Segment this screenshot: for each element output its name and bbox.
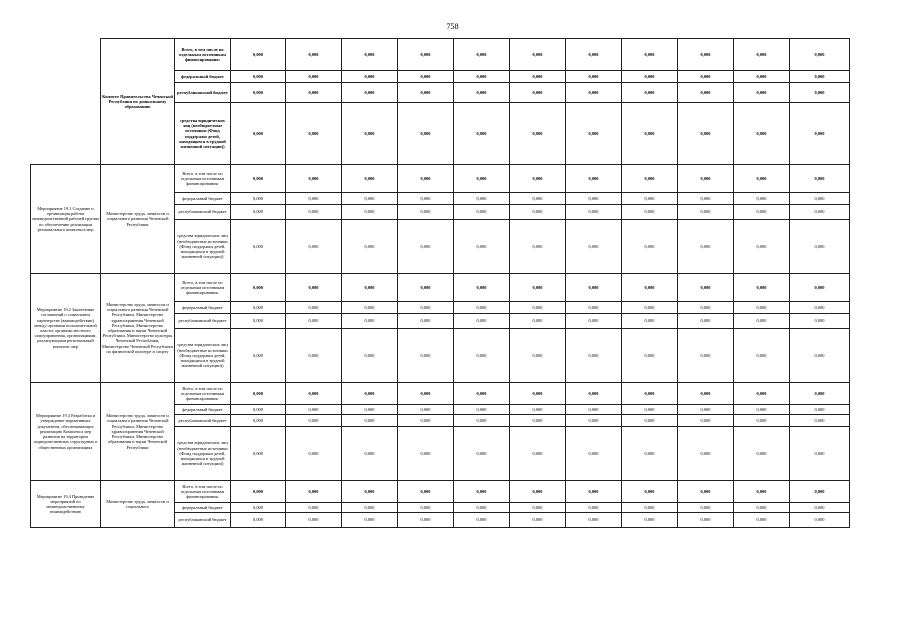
amount-cell: 0,000 xyxy=(286,513,342,528)
amount-cell: 0,000 xyxy=(454,274,510,302)
executor-cell: Министерство труда, занятости и социального развития Чеченской Республики, Министерство здравоохранения Чеченской Республики, Министерство образования и науки Чеченской Республики, Министерство культуры Чеченской Республики, Министерство Чеченской Республики по физической культуре и спорту xyxy=(101,274,175,383)
amount-cell: 0,000 xyxy=(790,503,850,513)
amount-cell: 0,000 xyxy=(566,220,622,274)
amount-cell: 0,000 xyxy=(790,481,850,503)
amount-cell: 0,000 xyxy=(342,513,398,528)
funding-source-cell: Всего, в том числе по отдельным источникам финансирования: xyxy=(175,481,231,503)
amount-cell: 0,000 xyxy=(734,39,790,71)
amount-cell: 0,000 xyxy=(286,103,342,165)
amount-cell: 0,000 xyxy=(286,405,342,415)
amount-cell: 0,000 xyxy=(398,405,454,415)
amount-cell: 0,000 xyxy=(454,513,510,528)
amount-cell: 0,000 xyxy=(510,405,566,415)
amount-cell: 0,000 xyxy=(734,503,790,513)
amount-cell: 0,000 xyxy=(790,193,850,205)
amount-cell: 0,000 xyxy=(342,405,398,415)
activity-cell xyxy=(31,39,101,165)
amount-cell: 0,000 xyxy=(678,383,734,405)
amount-cell: 0,000 xyxy=(790,383,850,405)
amount-cell: 0,000 xyxy=(678,274,734,302)
amount-cell: 0,000 xyxy=(790,220,850,274)
amount-cell: 0,000 xyxy=(454,302,510,314)
amount-cell: 0,000 xyxy=(342,481,398,503)
amount-cell: 0,000 xyxy=(342,39,398,71)
amount-cell: 0,000 xyxy=(286,39,342,71)
amount-cell: 0,000 xyxy=(622,205,678,220)
amount-cell: 0,000 xyxy=(286,503,342,513)
amount-cell: 0,000 xyxy=(454,503,510,513)
funding-source-cell: республиканский бюджет xyxy=(175,513,231,528)
amount-cell: 0,000 xyxy=(286,274,342,302)
funding-source-cell: федеральный бюджет xyxy=(175,302,231,314)
activity-cell: Мероприятие 19.3 Разработка и утверждение нормативных документов, обеспечивающих реализацию Комплекса мер развития на территории подведомственных структурных и общественных организациях xyxy=(31,383,101,481)
executor-cell: Министерство труда, занятости и социального xyxy=(101,481,175,528)
amount-cell: 0,000 xyxy=(790,314,850,329)
amount-cell: 0,000 xyxy=(734,83,790,103)
amount-cell: 0,000 xyxy=(398,513,454,528)
amount-cell: 0,000 xyxy=(398,193,454,205)
amount-cell: 0,000 xyxy=(342,302,398,314)
amount-cell: 0,000 xyxy=(622,220,678,274)
amount-cell: 0,000 xyxy=(398,39,454,71)
amount-cell: 0,000 xyxy=(231,71,286,83)
funding-source-cell: федеральный бюджет xyxy=(175,71,231,83)
amount-cell: 0,000 xyxy=(342,383,398,405)
amount-cell: 0,000 xyxy=(566,383,622,405)
amount-cell: 0,000 xyxy=(231,314,286,329)
amount-cell: 0,000 xyxy=(678,415,734,427)
amount-cell: 0,000 xyxy=(678,71,734,83)
amount-cell: 0,000 xyxy=(398,415,454,427)
amount-cell: 0,000 xyxy=(566,39,622,71)
table-row xyxy=(31,274,850,302)
funding-source-cell: Всего, в том числе по отдельным источникам финансирования: xyxy=(175,383,231,405)
amount-cell: 0,000 xyxy=(231,39,286,71)
amount-cell: 0,000 xyxy=(454,329,510,383)
amount-cell: 0,000 xyxy=(454,427,510,481)
amount-cell: 0,000 xyxy=(510,302,566,314)
amount-cell: 0,000 xyxy=(734,165,790,193)
amount-cell: 0,000 xyxy=(734,302,790,314)
amount-cell: 0,000 xyxy=(566,205,622,220)
amount-cell: 0,000 xyxy=(510,193,566,205)
amount-cell: 0,000 xyxy=(342,193,398,205)
amount-cell: 0,000 xyxy=(510,415,566,427)
amount-cell: 0,000 xyxy=(510,71,566,83)
amount-cell: 0,000 xyxy=(231,274,286,302)
executor-cell: Министерство труда, занятости и социального развития Чеченской Республики xyxy=(101,165,175,274)
amount-cell: 0,000 xyxy=(566,513,622,528)
amount-cell: 0,000 xyxy=(342,71,398,83)
executor-cell: Министерство труда, занятости и социального развития Чеченской Республики, Министерство здравоохранения Чеченской Республики, Министерство образования и науки Чеченской Республики xyxy=(101,383,175,481)
amount-cell: 0,000 xyxy=(454,193,510,205)
amount-cell: 0,000 xyxy=(566,193,622,205)
amount-cell: 0,000 xyxy=(566,302,622,314)
amount-cell: 0,000 xyxy=(622,481,678,503)
amount-cell: 0,000 xyxy=(231,220,286,274)
amount-cell: 0,000 xyxy=(398,83,454,103)
amount-cell: 0,000 xyxy=(231,481,286,503)
amount-cell: 0,000 xyxy=(734,513,790,528)
amount-cell: 0,000 xyxy=(454,71,510,83)
amount-cell: 0,000 xyxy=(342,274,398,302)
amount-cell: 0,000 xyxy=(622,314,678,329)
amount-cell: 0,000 xyxy=(231,83,286,103)
amount-cell: 0,000 xyxy=(566,481,622,503)
amount-cell: 0,000 xyxy=(510,314,566,329)
amount-cell: 0,000 xyxy=(622,193,678,205)
amount-cell: 0,000 xyxy=(510,165,566,193)
amount-cell: 0,000 xyxy=(678,405,734,415)
amount-cell: 0,000 xyxy=(678,302,734,314)
amount-cell: 0,000 xyxy=(398,220,454,274)
amount-cell: 0,000 xyxy=(510,39,566,71)
amount-cell: 0,000 xyxy=(566,83,622,103)
amount-cell: 0,000 xyxy=(286,302,342,314)
amount-cell: 0,000 xyxy=(510,427,566,481)
amount-cell: 0,000 xyxy=(622,39,678,71)
funding-source-cell: республиканский бюджет xyxy=(175,83,231,103)
amount-cell: 0,000 xyxy=(342,83,398,103)
amount-cell: 0,000 xyxy=(622,513,678,528)
amount-cell: 0,000 xyxy=(734,405,790,415)
activity-cell: Мероприятие 19.2 Заключение соглашений о социальном партнерстве (взаимодействии) между органами исполнительной власти, органами местного самоуправления, организациями, реализующими региональный комплекс мер xyxy=(31,274,101,383)
amount-cell: 0,000 xyxy=(231,513,286,528)
amount-cell: 0,000 xyxy=(790,205,850,220)
amount-cell: 0,000 xyxy=(398,427,454,481)
amount-cell: 0,000 xyxy=(398,71,454,83)
amount-cell: 0,000 xyxy=(398,329,454,383)
amount-cell: 0,000 xyxy=(734,427,790,481)
amount-cell: 0,000 xyxy=(678,220,734,274)
table-row xyxy=(31,481,850,503)
amount-cell: 0,000 xyxy=(231,103,286,165)
amount-cell: 0,000 xyxy=(231,165,286,193)
amount-cell: 0,000 xyxy=(342,205,398,220)
amount-cell: 0,000 xyxy=(398,481,454,503)
amount-cell: 0,000 xyxy=(566,103,622,165)
amount-cell: 0,000 xyxy=(622,71,678,83)
amount-cell: 0,000 xyxy=(510,220,566,274)
amount-cell: 0,000 xyxy=(398,503,454,513)
amount-cell: 0,000 xyxy=(678,427,734,481)
amount-cell: 0,000 xyxy=(286,481,342,503)
amount-cell: 0,000 xyxy=(286,383,342,405)
amount-cell: 0,000 xyxy=(678,205,734,220)
amount-cell: 0,000 xyxy=(231,193,286,205)
amount-cell: 0,000 xyxy=(734,415,790,427)
table-row xyxy=(31,39,850,71)
amount-cell: 0,000 xyxy=(231,383,286,405)
amount-cell: 0,000 xyxy=(286,165,342,193)
amount-cell: 0,000 xyxy=(231,427,286,481)
amount-cell: 0,000 xyxy=(566,314,622,329)
amount-cell: 0,000 xyxy=(566,415,622,427)
amount-cell: 0,000 xyxy=(454,83,510,103)
amount-cell: 0,000 xyxy=(398,274,454,302)
amount-cell: 0,000 xyxy=(231,302,286,314)
funding-source-cell: Всего, в том числе по отдельным источникам финансирования: xyxy=(175,274,231,302)
amount-cell: 0,000 xyxy=(790,427,850,481)
amount-cell: 0,000 xyxy=(454,220,510,274)
amount-cell: 0,000 xyxy=(622,83,678,103)
amount-cell: 0,000 xyxy=(286,415,342,427)
amount-cell: 0,000 xyxy=(790,302,850,314)
amount-cell: 0,000 xyxy=(286,427,342,481)
amount-cell: 0,000 xyxy=(678,329,734,383)
funding-source-cell: федеральный бюджет xyxy=(175,503,231,513)
amount-cell: 0,000 xyxy=(510,103,566,165)
amount-cell: 0,000 xyxy=(231,405,286,415)
funding-source-cell: республиканский бюджет xyxy=(175,205,231,220)
amount-cell: 0,000 xyxy=(286,314,342,329)
activity-cell: Мероприятие 19.1 Создание и организация работы межведомственной рабочей группы по обеспечению реализации регионального комплекса мер xyxy=(31,165,101,274)
amount-cell: 0,000 xyxy=(454,405,510,415)
amount-cell: 0,000 xyxy=(678,83,734,103)
amount-cell: 0,000 xyxy=(678,193,734,205)
amount-cell: 0,000 xyxy=(454,205,510,220)
amount-cell: 0,000 xyxy=(790,274,850,302)
amount-cell: 0,000 xyxy=(231,205,286,220)
amount-cell: 0,000 xyxy=(454,39,510,71)
amount-cell: 0,000 xyxy=(622,383,678,405)
amount-cell: 0,000 xyxy=(342,329,398,383)
amount-cell: 0,000 xyxy=(622,165,678,193)
amount-cell: 0,000 xyxy=(231,329,286,383)
amount-cell: 0,000 xyxy=(622,302,678,314)
amount-cell: 0,000 xyxy=(790,513,850,528)
amount-cell: 0,000 xyxy=(790,103,850,165)
amount-cell: 0,000 xyxy=(510,481,566,503)
amount-cell: 0,000 xyxy=(231,503,286,513)
amount-cell: 0,000 xyxy=(734,481,790,503)
funding-source-cell: федеральный бюджет xyxy=(175,193,231,205)
amount-cell: 0,000 xyxy=(398,103,454,165)
amount-cell: 0,000 xyxy=(286,193,342,205)
amount-cell: 0,000 xyxy=(734,103,790,165)
amount-cell: 0,000 xyxy=(286,205,342,220)
amount-cell: 0,000 xyxy=(454,314,510,329)
amount-cell: 0,000 xyxy=(454,383,510,405)
table-row xyxy=(31,383,850,405)
amount-cell: 0,000 xyxy=(342,427,398,481)
amount-cell: 0,000 xyxy=(734,220,790,274)
amount-cell: 0,000 xyxy=(398,302,454,314)
amount-cell: 0,000 xyxy=(790,39,850,71)
amount-cell: 0,000 xyxy=(566,329,622,383)
amount-cell: 0,000 xyxy=(734,314,790,329)
funding-source-cell: федеральный бюджет xyxy=(175,405,231,415)
amount-cell: 0,000 xyxy=(790,329,850,383)
amount-cell: 0,000 xyxy=(622,103,678,165)
amount-cell: 0,000 xyxy=(566,274,622,302)
amount-cell: 0,000 xyxy=(510,513,566,528)
amount-cell: 0,000 xyxy=(734,274,790,302)
amount-cell: 0,000 xyxy=(678,503,734,513)
table-row xyxy=(31,165,850,193)
funding-source-cell: средства юридических лиц (необюджетные источники (Фонд поддержки детей, находящихся в трудной жизненной ситуации)) xyxy=(175,329,231,383)
amount-cell: 0,000 xyxy=(566,427,622,481)
amount-cell: 0,000 xyxy=(678,39,734,71)
amount-cell: 0,000 xyxy=(342,415,398,427)
amount-cell: 0,000 xyxy=(734,71,790,83)
amount-cell: 0,000 xyxy=(398,314,454,329)
amount-cell: 0,000 xyxy=(566,71,622,83)
amount-cell: 0,000 xyxy=(734,329,790,383)
amount-cell: 0,000 xyxy=(398,165,454,193)
amount-cell: 0,000 xyxy=(678,165,734,193)
amount-cell: 0,000 xyxy=(678,103,734,165)
amount-cell: 0,000 xyxy=(622,274,678,302)
amount-cell: 0,000 xyxy=(342,103,398,165)
funding-source-cell: Всего, в том числе по отдельным источникам финансирования: xyxy=(175,165,231,193)
amount-cell: 0,000 xyxy=(622,503,678,513)
amount-cell: 0,000 xyxy=(678,314,734,329)
amount-cell: 0,000 xyxy=(454,103,510,165)
amount-cell: 0,000 xyxy=(678,481,734,503)
amount-cell: 0,000 xyxy=(454,415,510,427)
amount-cell: 0,000 xyxy=(231,415,286,427)
amount-cell: 0,000 xyxy=(510,329,566,383)
amount-cell: 0,000 xyxy=(342,503,398,513)
amount-cell: 0,000 xyxy=(510,205,566,220)
amount-cell: 0,000 xyxy=(678,513,734,528)
amount-cell: 0,000 xyxy=(286,329,342,383)
amount-cell: 0,000 xyxy=(622,427,678,481)
amount-cell: 0,000 xyxy=(734,193,790,205)
funding-source-cell: республиканский бюджет xyxy=(175,314,231,329)
amount-cell: 0,000 xyxy=(566,405,622,415)
amount-cell: 0,000 xyxy=(510,83,566,103)
amount-cell: 0,000 xyxy=(510,274,566,302)
funding-source-cell: республиканский бюджет xyxy=(175,415,231,427)
amount-cell: 0,000 xyxy=(790,83,850,103)
amount-cell: 0,000 xyxy=(286,83,342,103)
amount-cell: 0,000 xyxy=(286,71,342,83)
executor-cell: Комитет Правительства Чеченской Республики по дошкольному образованию xyxy=(101,39,175,165)
page-number: 758 xyxy=(446,22,459,31)
amount-cell: 0,000 xyxy=(790,165,850,193)
amount-cell: 0,000 xyxy=(510,383,566,405)
funding-table xyxy=(30,38,850,528)
funding-source-cell: Всего, в том числе по отдельным источникам финансирования: xyxy=(175,39,231,71)
amount-cell: 0,000 xyxy=(734,205,790,220)
amount-cell: 0,000 xyxy=(566,503,622,513)
funding-source-cell: средства юридических лиц (необюджетные источники (Фонд поддержки детей, находящихся в трудной жизненной ситуации)) xyxy=(175,103,231,165)
amount-cell: 0,000 xyxy=(398,205,454,220)
amount-cell: 0,000 xyxy=(734,383,790,405)
amount-cell: 0,000 xyxy=(342,220,398,274)
amount-cell: 0,000 xyxy=(622,415,678,427)
amount-cell: 0,000 xyxy=(454,165,510,193)
amount-cell: 0,000 xyxy=(622,405,678,415)
amount-cell: 0,000 xyxy=(342,314,398,329)
amount-cell: 0,000 xyxy=(342,165,398,193)
amount-cell: 0,000 xyxy=(566,165,622,193)
amount-cell: 0,000 xyxy=(790,71,850,83)
amount-cell: 0,000 xyxy=(398,383,454,405)
amount-cell: 0,000 xyxy=(286,220,342,274)
amount-cell: 0,000 xyxy=(790,405,850,415)
amount-cell: 0,000 xyxy=(622,329,678,383)
funding-source-cell: средства юридических лиц (необюджетные источники (Фонд поддержки детей, находящихся в трудной жизненной ситуации)) xyxy=(175,220,231,274)
amount-cell: 0,000 xyxy=(790,415,850,427)
amount-cell: 0,000 xyxy=(510,503,566,513)
amount-cell: 0,000 xyxy=(454,481,510,503)
activity-cell: Мероприятие 19.4 Проведение мероприятий по межведомственному взаимодействию xyxy=(31,481,101,528)
funding-source-cell: средства юридических лиц (необюджетные источники (Фонд поддержки детей, находящихся в трудной жизненной ситуации)) xyxy=(175,427,231,481)
